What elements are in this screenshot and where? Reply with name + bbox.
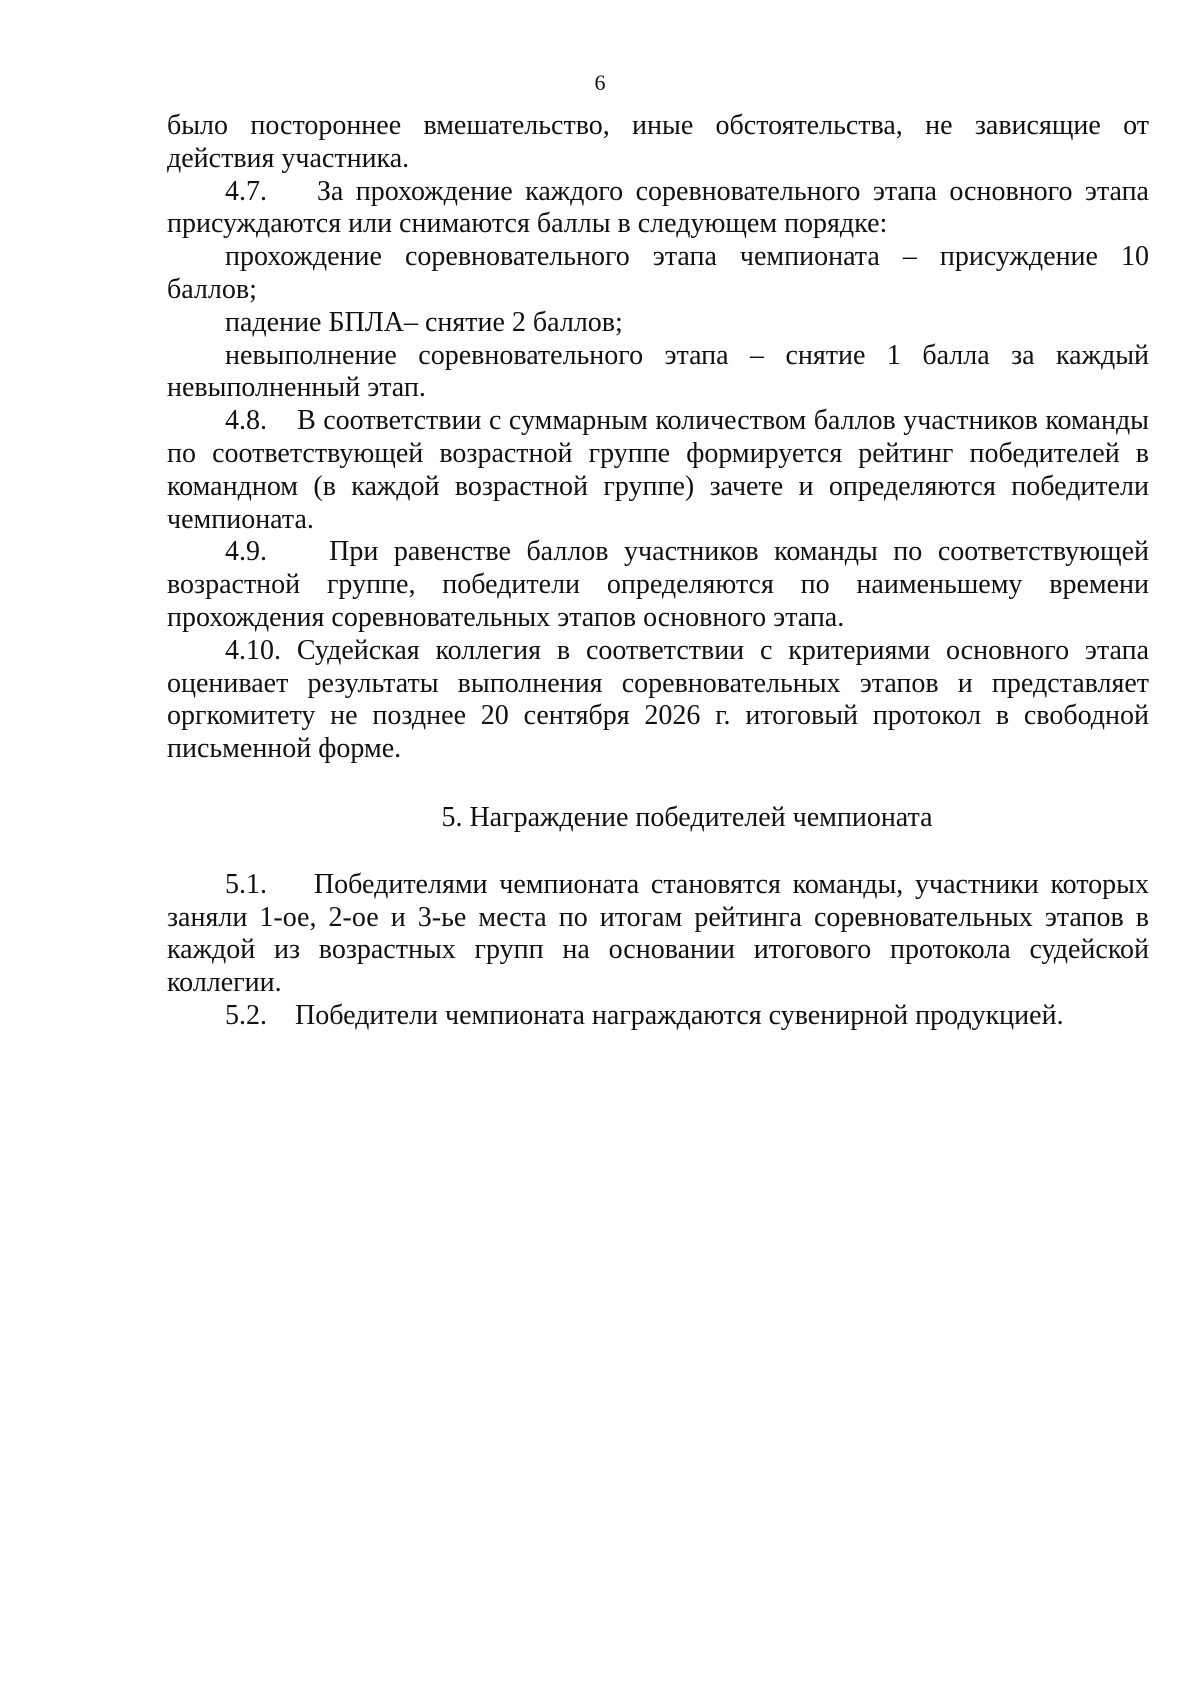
page-number: 6 [594, 70, 606, 95]
paragraph-4-10: 4.10. Судейская коллегия в соответствии с критериями основного этапа оценивает результаты выполнения соревновательных этапов и представляет оргкомитету не позднее 20 сентября 2026 г. итоговый протокол в свободной письменной форме. [167, 634, 1149, 765]
document-body [167, 110, 1149, 1033]
list-item-drone-fall: падение БПЛА– снятие 2 баллов; [225, 306, 623, 338]
paragraph-5-1: 5.1. Победителями чемпионата становятся команды, участники которых заняли 1-ое, 2-ое и 3-ье места по итогам рейтинга соревновательных этапов в каждой из возрастных групп на основании итогового протокола судейской коллегии. [167, 868, 1149, 999]
list-item-stage-failure: невыполнение соревновательного этапа – снятие 1 балла за каждый невыполненный этап. [167, 339, 1149, 404]
paragraph-4-9: 4.9. При равенстве баллов участников команды по соответствующей возрастной группе, победители определяются по наименьшему времени прохождения соревновательных этапов основного этапа. [167, 536, 1149, 633]
section-5-heading: 5. Награждение победителей чемпионата [441, 801, 933, 833]
paragraph-4-8: 4.8. В соответствии с суммарным количеством баллов участников команды по соответствующей возрастной группе формируется рейтинг победителей в командном (в каждой возрастной группе) зачете и определяются победители чемпионата. [167, 405, 1149, 535]
list-item-award-points: прохождение соревновательного этапа чемпионата – присуждение 10 баллов; [167, 241, 1149, 305]
paragraph-4-7: 4.7. За прохождение каждого соревновательного этапа основного этапа присуждаются или снимаются баллы в следующем порядке: [167, 175, 1149, 240]
paragraph-5-2: 5.2. Победители чемпионата награждаются сувенирной продукцией. [225, 999, 1064, 1031]
paragraph-continuation: было постороннее вмешательство, иные обстоятельства, не зависящие от действия участника. [167, 110, 1149, 174]
